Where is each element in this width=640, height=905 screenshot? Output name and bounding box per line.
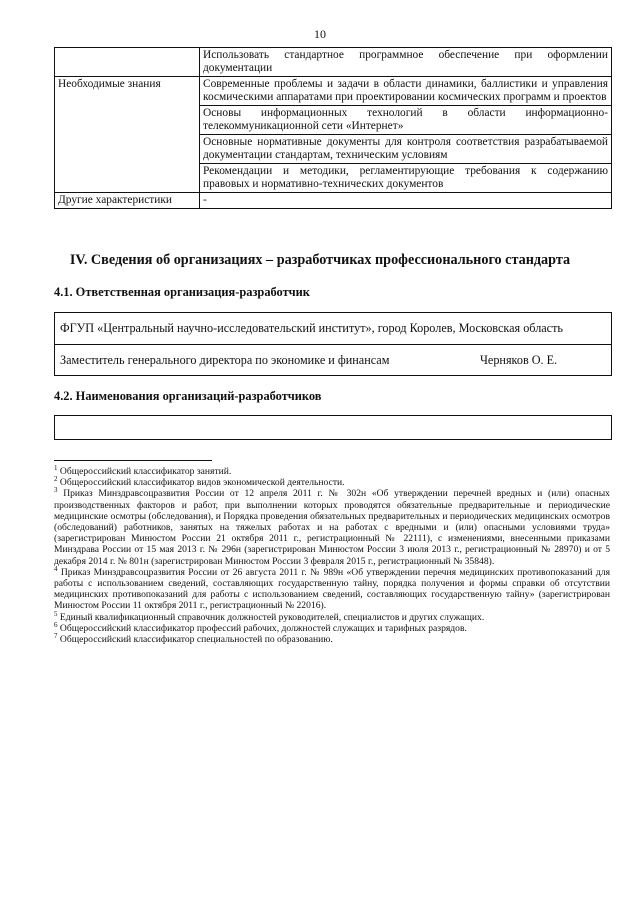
row-text: Основы информационных технологий в области информационно-телекоммуникационной сети «Интернет» xyxy=(200,106,612,135)
table-row xyxy=(55,193,612,209)
row-label xyxy=(55,48,200,77)
requirements-table xyxy=(54,47,612,209)
table-row xyxy=(55,48,612,77)
position-title: Заместитель генерального директора по экономике и финансам xyxy=(60,352,390,367)
footnote-divider xyxy=(54,460,212,461)
row-label: Другие характеристики xyxy=(55,193,200,209)
subsection-title-responsible: 4.1. Ответственная организация-разработчик xyxy=(54,285,310,299)
person-name: Черняков О. Е. xyxy=(480,352,558,367)
section-title: IV. Сведения об организациях – разработчиках профессионального стандарта xyxy=(69,252,571,268)
row-label: Необходимые знания xyxy=(55,77,200,193)
row-text: Современные проблемы и задачи в области динамики, баллистики и управления космическими аппаратами при проектировании космических программ и проектов xyxy=(200,77,612,106)
footnote: $^2$ Общероссийский классификатор видов экономической деятельности. xyxy=(54,475,345,489)
footnote: $^5$ Единый квалификационный справочник должностей руководителей, специалистов и других служащих. xyxy=(54,609,485,623)
row-text: Использовать стандартное программное обеспечение при оформлении документации xyxy=(200,48,612,77)
row-text: - xyxy=(200,193,612,209)
developers-box xyxy=(54,415,612,440)
table-row xyxy=(55,77,612,106)
signatory-row xyxy=(55,345,611,375)
subsection-title-developers: 4.2. Наименования организаций-разработчиков xyxy=(54,389,322,403)
footnote: $^6$ Общероссийский классификатор профессий рабочих, должностей служащих и тарифных разрядов. xyxy=(54,620,467,634)
responsible-org-box xyxy=(54,312,612,376)
footnotes xyxy=(54,463,610,646)
row-text: Рекомендации и методики, регламентирующие требования к содержанию правовых и нормативно-технических документов xyxy=(200,164,612,193)
page-number: 10 xyxy=(314,27,326,41)
org-name: ФГУП «Центральный научно-исследовательский институт», город Королев, Московская область xyxy=(60,321,563,335)
org-name-row xyxy=(55,313,611,345)
row-text: Основные нормативные документы для контроля соответствия разрабатываемой документации стандартам, техническим условиям xyxy=(200,135,612,164)
footnote: $^3$ Приказ Минздравсоцразвития России от 12 апреля 2011 г. № 302н «Об утверждении перечней вредных и (или) опасных производственных факторов и работ, при выполнении которых проводятся обязательные предварительные и периодические медицинские осмотры (обследования), и Порядка проведения обязательных предварительных и периодических медицинских осмотров (обследований) работников, занятых на тяжелых работах и на работах с вредными и (или) опасными условиями труда» (зарегистрирован Минюстом России 21 октября 2011 г., регистрационный № 22111), с изменениями, внесенными приказами Минздрава России от 15 мая 2013 г. № 296н (зарегистрирован Минюстом России 3 июля 2013 г., регистрационный № 28970) и от 5 декабря 2014 г. № 801н (зарегистрирован Минюстом России 3 февраля 2015 г., регистрационный № 35848). xyxy=(54,486,610,567)
footnote: $^1$ Общероссийский классификатор занятий. xyxy=(54,463,232,477)
footnote: $^7$ Общероссийский классификатор специальностей по образованию. xyxy=(54,631,333,646)
footnote: $^4$ Приказ Минздравсоцразвития России от 26 августа 2011 г. № 989н «Об утверждении перечня медицинских противопоказаний для работы с использованием сведений, составляющих государственную тайну, порядка получения и формы справки об отсутствии медицинских противопоказаний для работы с использованием сведений, составляющих государственную тайну» (зарегистрирован Минюстом России 11 октября 2011 г., регистрационный № 22016). xyxy=(54,564,610,612)
